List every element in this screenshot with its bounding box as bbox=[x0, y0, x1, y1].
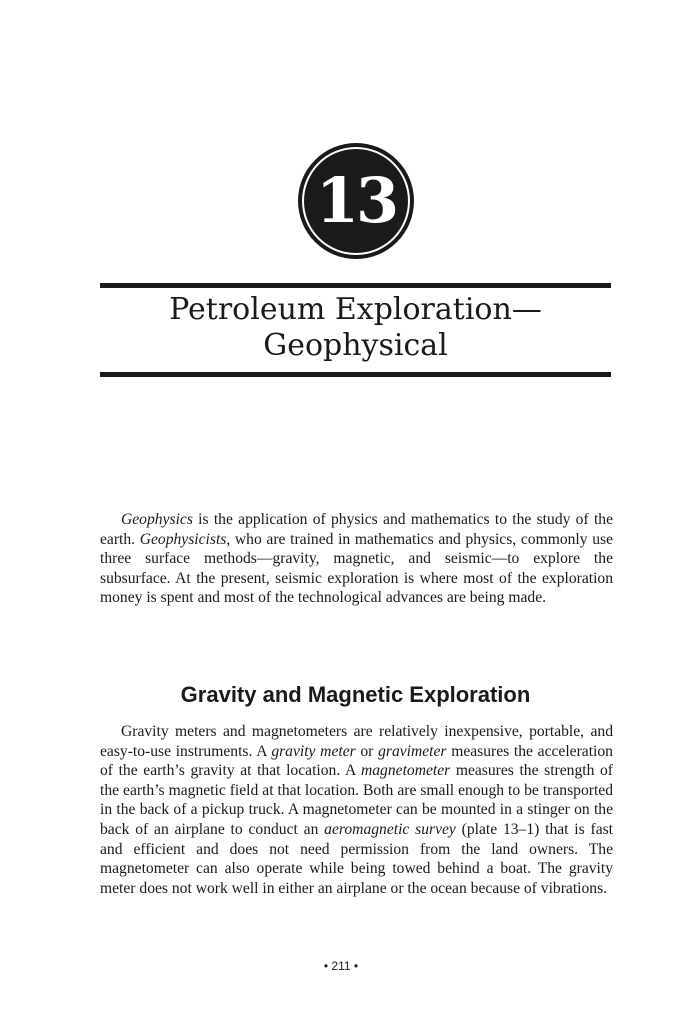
intro-paragraph bbox=[100, 510, 613, 608]
intro-text-2: , who are trained in mathematics and physics, commonly use three surface methods—gravity, magnetic, and seismic—to explore the subsurface. At the present, seismic exploration is where most of the exploration money is spent and most of the technological advances are being made. bbox=[100, 530, 613, 607]
section-text-4: measures the strength of the earth’s magnetic field at that location. Both are small enough to be transported in the back of a pickup truck. A magnetometer can be mounted in a stinger on the back of an airplane to conduct an bbox=[100, 762, 613, 838]
section-text-3: measures the acceleration of the earth’s gravity at that location. A bbox=[100, 742, 613, 780]
term-geophysicists: Geophysicists bbox=[139, 530, 227, 548]
title-rule-top bbox=[100, 283, 611, 288]
chapter-title-line-1: Petroleum Exploration— bbox=[169, 292, 542, 327]
term-magnetometer: magnetometer bbox=[361, 762, 451, 780]
chapter-title-line-2: Geophysical bbox=[263, 328, 448, 363]
section-heading: Gravity and Magnetic Exploration bbox=[180, 682, 531, 707]
term-geophysics: Geophysics bbox=[121, 511, 193, 528]
intro-text-1: is the application of physics and mathematics to the study of the earth. bbox=[100, 511, 613, 548]
chapter-number-badge bbox=[298, 143, 414, 259]
page-number: • 211 • bbox=[323, 959, 359, 973]
term-gravimeter: gravimeter bbox=[378, 742, 447, 760]
section-text-1: Gravity meters and magnetometers are relatively inexpensive, portable, and easy-to-use instruments. A bbox=[100, 723, 613, 760]
title-rule-bottom bbox=[100, 372, 611, 377]
chapter-number: 13 bbox=[315, 164, 397, 237]
chapter-title bbox=[100, 292, 611, 364]
term-aeromagnetic-survey: aeromagnetic survey bbox=[324, 820, 456, 838]
gravity-magnetic-paragraph bbox=[100, 722, 613, 898]
section-text-5: (plate 13–1) that is fast and efficient and does not need permission from the land owners. The magnetometer can also operate while being towed behind a boat. The gravity meter does not work well in either an airplane or the ocean because of vibrations. bbox=[100, 820, 614, 897]
term-gravity-meter: gravity meter bbox=[271, 742, 356, 760]
section-text-2: or bbox=[355, 742, 379, 760]
